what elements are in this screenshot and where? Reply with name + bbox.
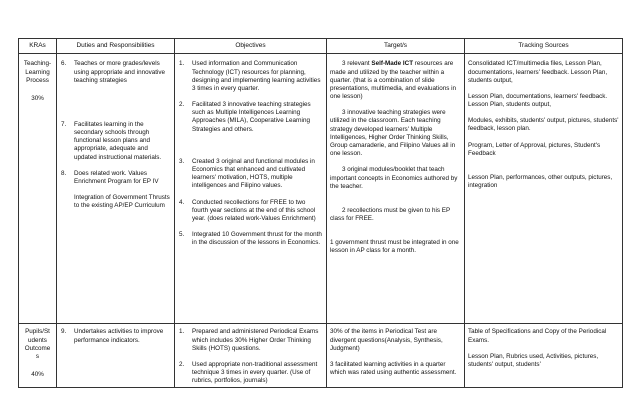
targets-cell bbox=[327, 54, 465, 324]
source-item: Consolidated ICT/multimedia files, Lesson Plan, documentations, learners' feedback. Lesson Plan, students output, bbox=[468, 60, 608, 84]
list-item: 3. Created 3 original and functional modules in Economics that enhanced and cultivated learners' motivation, HOTS, multiple intelligences and Filipino values. bbox=[179, 157, 315, 190]
sources-cell bbox=[465, 54, 623, 324]
objectives-cell bbox=[175, 54, 327, 324]
target-item: 1 government thrust must be integrated in one lesson in AP class for a month. bbox=[330, 239, 459, 255]
list-item: 9. Undertakes activities to improve performance indicators. bbox=[61, 328, 164, 344]
duties-cell bbox=[57, 54, 175, 324]
kra-name: Pupils/St udents Outcome s bbox=[24, 328, 51, 360]
targets-cell bbox=[327, 324, 465, 388]
kra-weight: 30% bbox=[31, 94, 44, 102]
duties-cell bbox=[57, 324, 175, 388]
list-item: 7. Facilitates learning in the secondary schools through functional lesson plans and appropriate, adequate and updated instructional materials. bbox=[61, 120, 162, 161]
target-item: 3 facilitated learning activities in a quarter which was rated using authentic assessment. bbox=[330, 360, 457, 377]
target-item: 2 recollections must be given to his EP class for FREE. bbox=[330, 206, 451, 223]
list-item: 1. Used information and Communication Technology (ICT) resources for planning, designing and implementing learning activities 3 times in every quarter. bbox=[179, 60, 321, 92]
table-row bbox=[19, 324, 623, 388]
source-item: Table of Specifications and Copy of the Periodical Exams. bbox=[468, 328, 607, 344]
header-kras: KRAs bbox=[19, 39, 57, 54]
target-item: 3 relevant Self-Made ICT resources are made and utilized by the teacher within a quarter. (that is a combination of slide presentations, multimedia, and evaluations in one lesson) bbox=[330, 60, 457, 101]
kra-table bbox=[18, 38, 623, 388]
source-item: Modules, exhibits, students' output, pictures, students' feedback, lesson plan. bbox=[468, 117, 619, 133]
kra-name: Teaching- Learning Process bbox=[23, 60, 52, 84]
source-item: Lesson Plan, documentations, learners' feedback. Lesson Plan, students output, bbox=[468, 92, 608, 109]
objectives-cell bbox=[175, 324, 327, 388]
sources-cell bbox=[465, 324, 623, 388]
list-item: 5. Integrated 10 Government thrust for the month in the discussion of the lessons in Economics. bbox=[179, 231, 322, 247]
header-objectives: Objectives bbox=[175, 39, 327, 54]
header-targets: Target/s bbox=[327, 39, 465, 54]
header-sources: Tracking Sources bbox=[465, 39, 623, 54]
source-item: Program, Letter of Approval, pictures, Student's Feedback bbox=[468, 141, 601, 157]
header-duties: Duties and Responsibilities bbox=[57, 39, 175, 54]
list-item: 8. Does related work. Values Enrichment Program for EP IV bbox=[61, 169, 159, 185]
target-item: 30% of the items in Periodical Test are divergent questions(Analysis, Synthesis, Judgment) bbox=[330, 328, 443, 352]
table-row bbox=[19, 54, 623, 324]
kra-weight: 40% bbox=[31, 371, 44, 379]
table-header-row bbox=[19, 39, 623, 54]
kra-cell bbox=[19, 324, 57, 388]
source-item: Lesson Plan, Rubrics used, Activities, pictures, students' output, students' bbox=[468, 352, 599, 368]
list-item: 6. Teaches or more grades/levels using appropriate and innovative teaching strategies bbox=[61, 60, 166, 84]
kra-cell bbox=[19, 54, 57, 324]
target-item: 3 innovative teaching strategies were utilized in the classroom. Each teaching strategy developed learners' Multiple Intelligences, Higher Order Thinking Skills, Group camaraderie, and Filipino Values all in one lesson. bbox=[330, 109, 456, 158]
list-item: Integration of Government Thrusts to the existing AP/EP Curriculum bbox=[74, 194, 170, 210]
list-item: 1. Prepared and administered Periodical Exams which includes 30% Higher Order Thinking Skills (HOTS) questions. bbox=[179, 328, 319, 352]
list-item: 2. Used appropriate non-traditional assessment technique 3 times in every quarter. (Use of rubrics, portfolios, journals) bbox=[179, 360, 318, 385]
list-item: 4. Conducted recollections for FREE to two fourth year sections at the end of this school year. (does related work-Values Enrichment) bbox=[179, 198, 316, 222]
list-item: 2. Facilitated 3 innovative teaching strategies such as Multiple Intelligences Learning Approaches (MILA), Cooperative Learning Strategies and others. bbox=[179, 101, 311, 133]
source-item: Lesson Plan, performances, other outputs, pictures, integration bbox=[468, 173, 613, 190]
target-item: 3 original modules/booklet that teach important concepts in Economics authored by the teacher. bbox=[330, 166, 458, 190]
